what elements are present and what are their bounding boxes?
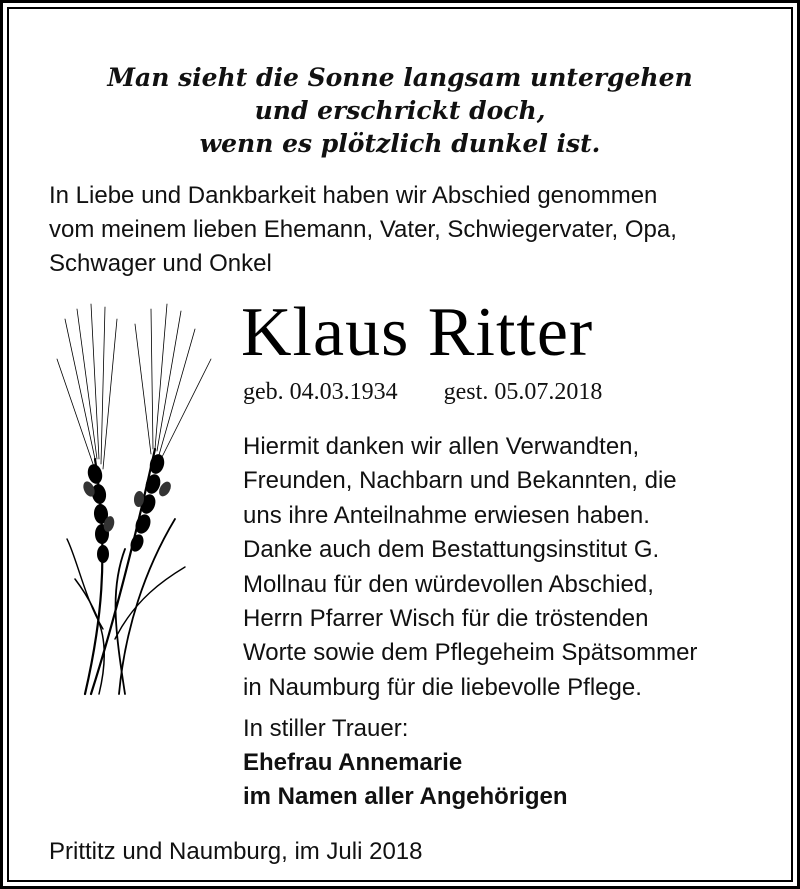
death-date: gest. 05.07.2018 xyxy=(443,379,603,405)
birth-date: geb. 04.03.1934 xyxy=(243,379,398,405)
motto-line-2: und erschrickt doch, xyxy=(254,96,546,125)
mourning-block xyxy=(243,712,568,814)
thanks-line: Worte sowie dem Pflegeheim Spätsommer xyxy=(243,639,698,667)
deceased-name: Klaus Ritter xyxy=(241,294,594,371)
mourner-family: im Namen aller Angehörigen xyxy=(243,783,568,810)
intro-line-1: In Liebe und Dankbarkeit haben wir Abschied genommen xyxy=(49,182,658,209)
life-dates xyxy=(243,375,602,409)
place-and-date: Prittitz und Naumburg, im Juli 2018 xyxy=(49,838,423,865)
thanks-text xyxy=(243,430,763,705)
mourner-spouse: Ehefrau Annemarie xyxy=(243,749,463,776)
motto-line-3: wenn es plötzlich dunkel ist. xyxy=(199,129,601,158)
inner-frame xyxy=(7,7,793,882)
thanks-line: Hiermit danken wir allen Verwandten, xyxy=(243,433,640,460)
thanks-line: Herrn Pfarrer Wisch für die tröstenden xyxy=(243,605,649,633)
intro-line-3: Schwager und Onkel xyxy=(49,250,272,277)
motto-quote xyxy=(9,61,791,160)
mourning-intro: In stiller Trauer: xyxy=(243,715,409,742)
motto-line-1: Man sieht die Sonne langsam untergehen xyxy=(107,63,693,92)
thanks-line: in Naumburg für die liebevolle Pflege. xyxy=(243,673,642,701)
thanks-line: Danke auch dem Bestattungsinstitut G. xyxy=(243,536,660,564)
intro-line-2: vom meinem lieben Ehemann, Vater, Schwiegervater, Opa, xyxy=(49,216,677,243)
thanks-line: Mollnau für den würdevollen Abschied, xyxy=(243,570,654,598)
thanks-line: uns ihre Anteilnahme erwiesen haben. xyxy=(243,501,650,529)
thanks-line: Freunden, Nachbarn und Bekannten, die xyxy=(243,467,677,495)
intro-text xyxy=(49,179,769,281)
wheat-ears-icon xyxy=(55,299,225,699)
